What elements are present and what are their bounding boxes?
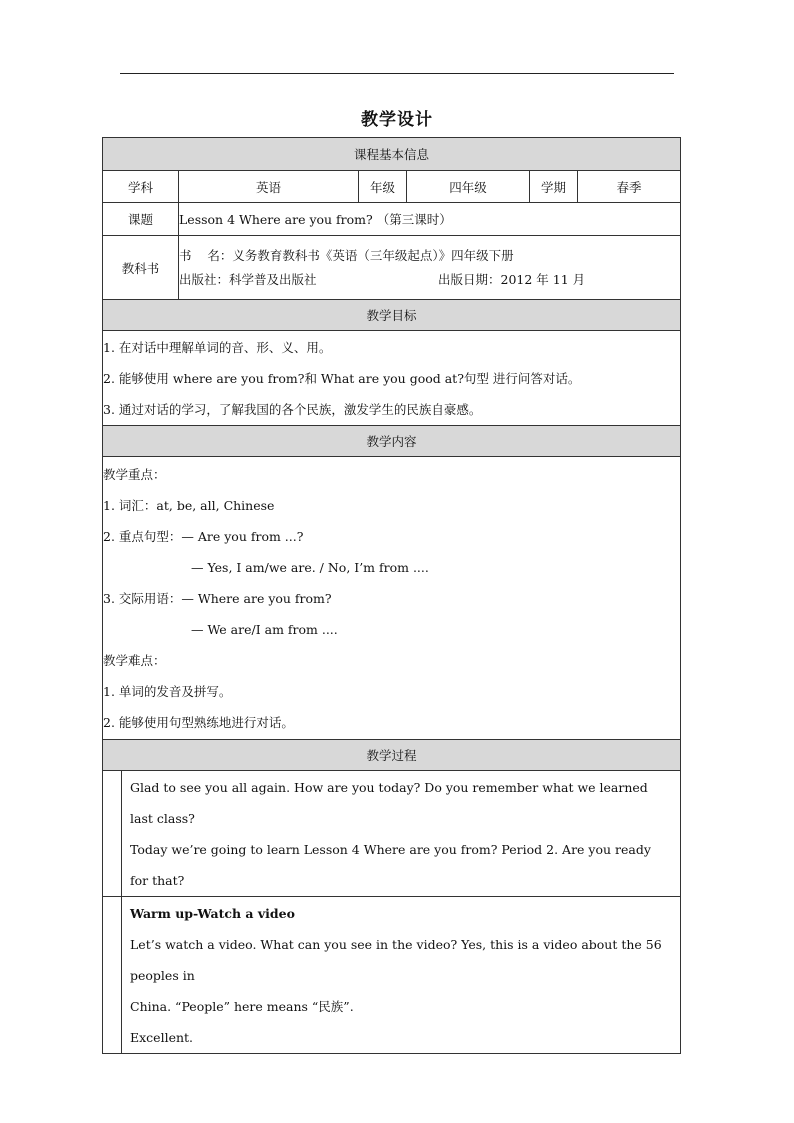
objective-item: 1. 在对话中理解单词的音、形、义、用。	[103, 339, 332, 355]
publisher-value: 科学普及出版社	[229, 271, 317, 287]
section-process: 教学过程	[103, 740, 681, 771]
vocab-item: 1. 词汇：at, be, all, Chinese	[103, 498, 275, 513]
header-rule	[120, 73, 674, 74]
pub-date-value: 2012 年 11 月	[500, 271, 586, 287]
step2-heading: Warm up-Watch a video	[130, 906, 295, 921]
key-points-label: 教学重点：	[103, 467, 166, 482]
subject-value: 英语	[179, 171, 359, 203]
difficulty-item: 1. 单词的发音及拼写。	[103, 684, 232, 699]
term-label: 学期	[530, 171, 578, 203]
term-value: 春季	[578, 171, 681, 203]
topic-label: 课题	[103, 203, 179, 236]
step2-line: Excellent.	[130, 1030, 194, 1045]
publisher-label: 出版社：	[179, 271, 230, 287]
objective-item: 3. 通过对话的学习，了解我国的各个民族，激发学生的民族自豪感。	[103, 401, 482, 417]
grade-value: 四年级	[407, 171, 530, 203]
lesson-design-table	[102, 137, 681, 1054]
grade-label: 年级	[359, 171, 407, 203]
topic-value: Lesson 4 Where are you from? （第三课时）	[179, 203, 681, 236]
book-name-label: 书 名：	[179, 247, 233, 263]
objective-item: 2. 能够使用 where are you from?和 What are you good at?句型 进行问答对话。	[103, 370, 581, 386]
objectives-list	[103, 331, 681, 426]
section-content: 教学内容	[103, 426, 681, 457]
process-step-marker	[103, 771, 122, 897]
step2-line: Let’s watch a video. What can you see in the video? Yes, this is a video about the 56 peoples in	[130, 937, 662, 983]
content-body	[103, 457, 681, 740]
process-step-marker	[103, 897, 122, 1054]
textbook-label: 教科书	[103, 236, 179, 300]
process-step-2	[122, 897, 681, 1054]
step1-line: Glad to see you all again. How are you today? Do you remember what we learned last class?	[130, 780, 648, 826]
step1-line: Today we’re going to learn Lesson 4 Where are you from? Period 2. Are you ready for that?	[130, 842, 651, 888]
book-name-value: 义务教育教科书《英语（三年级起点）》四年级下册	[232, 247, 514, 263]
section-basic-info: 课程基本信息	[103, 138, 681, 171]
communication-phrase: 3. 交际用语：— Where are you from?	[103, 591, 332, 606]
step2-line: China. “People” here means “民族”.	[130, 999, 354, 1014]
textbook-info	[179, 236, 681, 300]
key-sentence-answer: — Yes, I am/we are. / No, I’m from ....	[191, 560, 429, 575]
process-step-1	[122, 771, 681, 897]
key-sentence: 2. 重点句型：— Are you from ...?	[103, 529, 304, 544]
difficulty-item: 2. 能够使用句型熟练地进行对话。	[103, 715, 294, 730]
pub-date-label: 出版日期：	[438, 271, 501, 287]
document-title: 教学设计	[361, 110, 433, 130]
section-objectives: 教学目标	[103, 300, 681, 331]
subject-label: 学科	[103, 171, 179, 203]
communication-answer: — We are/I am from ....	[191, 622, 338, 637]
difficulties-label: 教学难点：	[103, 653, 166, 668]
